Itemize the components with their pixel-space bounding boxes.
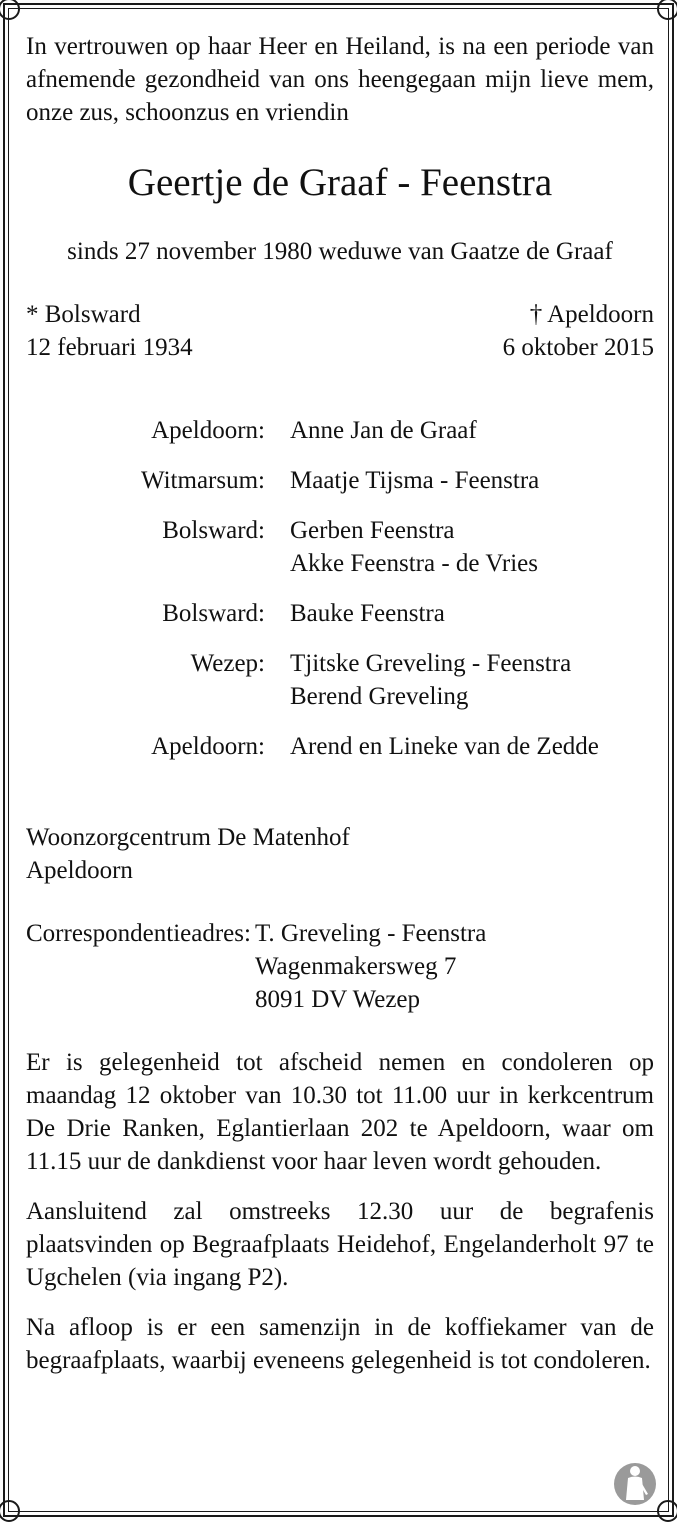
family-names — [290, 414, 477, 447]
death-place: † Apeldoorn — [529, 301, 654, 328]
family-names — [290, 514, 538, 580]
address-line: 8091 DV Wezep — [254, 986, 421, 1013]
family-place: Bolsward: — [162, 517, 265, 544]
corner-ornament — [9, 9, 31, 31]
residence-block — [26, 821, 654, 887]
family-name: Berend Greveling — [290, 683, 469, 710]
gathering-paragraph: Na afloop is er een samenzijn in de koffiekamer van de begraafplaats, waarbij eveneens gelegenheid is tot condoleren. — [26, 1314, 654, 1374]
corner-ornament — [646, 9, 668, 31]
family-name: Gerben Feenstra — [290, 517, 455, 544]
family-names — [290, 464, 539, 497]
residence-line: Apeldoorn — [26, 857, 133, 884]
family-place: Bolsward: — [162, 600, 265, 627]
widow-line: sinds 27 november 1980 weduwe van Gaatze de Graaf — [67, 238, 613, 265]
ceremony-paragraph: Er is gelegenheid tot afscheid nemen en condoleren op maandag 12 oktober van 10.30 tot 11.00 uur in kerkcentrum De Drie Ranken, Eglantierlaan 202 te Apeldoorn, waar om 11.15 uur de dankdienst voor haar leven wordt gehouden. — [26, 1049, 654, 1175]
family-names — [290, 597, 445, 630]
family-place: Apeldoorn: — [151, 733, 265, 760]
family-names — [290, 730, 599, 763]
correspondence-label: Correspondentieadres: — [26, 920, 251, 947]
death-block — [503, 298, 654, 364]
family-row — [26, 464, 654, 497]
family-row — [26, 514, 654, 580]
family-names — [290, 647, 571, 713]
family-list — [26, 414, 654, 763]
intro-text: In vertrouwen op haar Heer en Heiland, is na een periode van afnemende gezondheid van ons heengegaan mijn lieve mem, onze zus, schoonzus en vriendin — [26, 33, 654, 126]
family-name: Bauke Feenstra — [290, 600, 445, 627]
address-line: Wagenmakersweg 7 — [254, 953, 457, 980]
mourning-emblem-icon — [613, 1454, 657, 1510]
family-name: Akke Feenstra - de Vries — [290, 550, 538, 577]
life-dates — [26, 298, 654, 364]
residence-line: Woonzorgcentrum De Matenhof — [26, 824, 350, 851]
correspondence-block — [26, 917, 654, 1016]
family-name: Anne Jan de Graaf — [290, 417, 477, 444]
death-date: 6 oktober 2015 — [502, 334, 654, 361]
family-place: Witmarsum: — [141, 467, 265, 494]
family-name: Tjitske Greveling - Feenstra — [290, 650, 572, 677]
family-row — [26, 597, 654, 630]
family-row — [26, 647, 654, 713]
deceased-name: Geertje de Graaf - Feenstra — [127, 161, 553, 204]
birth-block — [26, 298, 193, 364]
birth-place: * Bolsward — [26, 301, 141, 328]
burial-paragraph: Aansluitend zal omstreeks 12.30 uur de begrafenis plaatsvinden op Begraafplaats Heidehof, Engelanderholt 97 te Ugchelen (via ingang P2). — [26, 1198, 654, 1291]
correspondence-address — [251, 917, 486, 1016]
family-name: Arend en Lineke van de Zedde — [290, 733, 599, 760]
family-row — [26, 414, 654, 447]
birth-date: 12 februari 1934 — [26, 334, 193, 361]
address-line: T. Greveling - Feenstra — [254, 920, 487, 947]
family-row — [26, 730, 654, 763]
announcement — [26, 30, 654, 1377]
corner-ornament — [9, 1489, 31, 1511]
family-place: Apeldoorn: — [151, 417, 265, 444]
family-place: Wezep: — [190, 650, 265, 677]
family-name: Maatje Tijsma - Feenstra — [290, 467, 540, 494]
